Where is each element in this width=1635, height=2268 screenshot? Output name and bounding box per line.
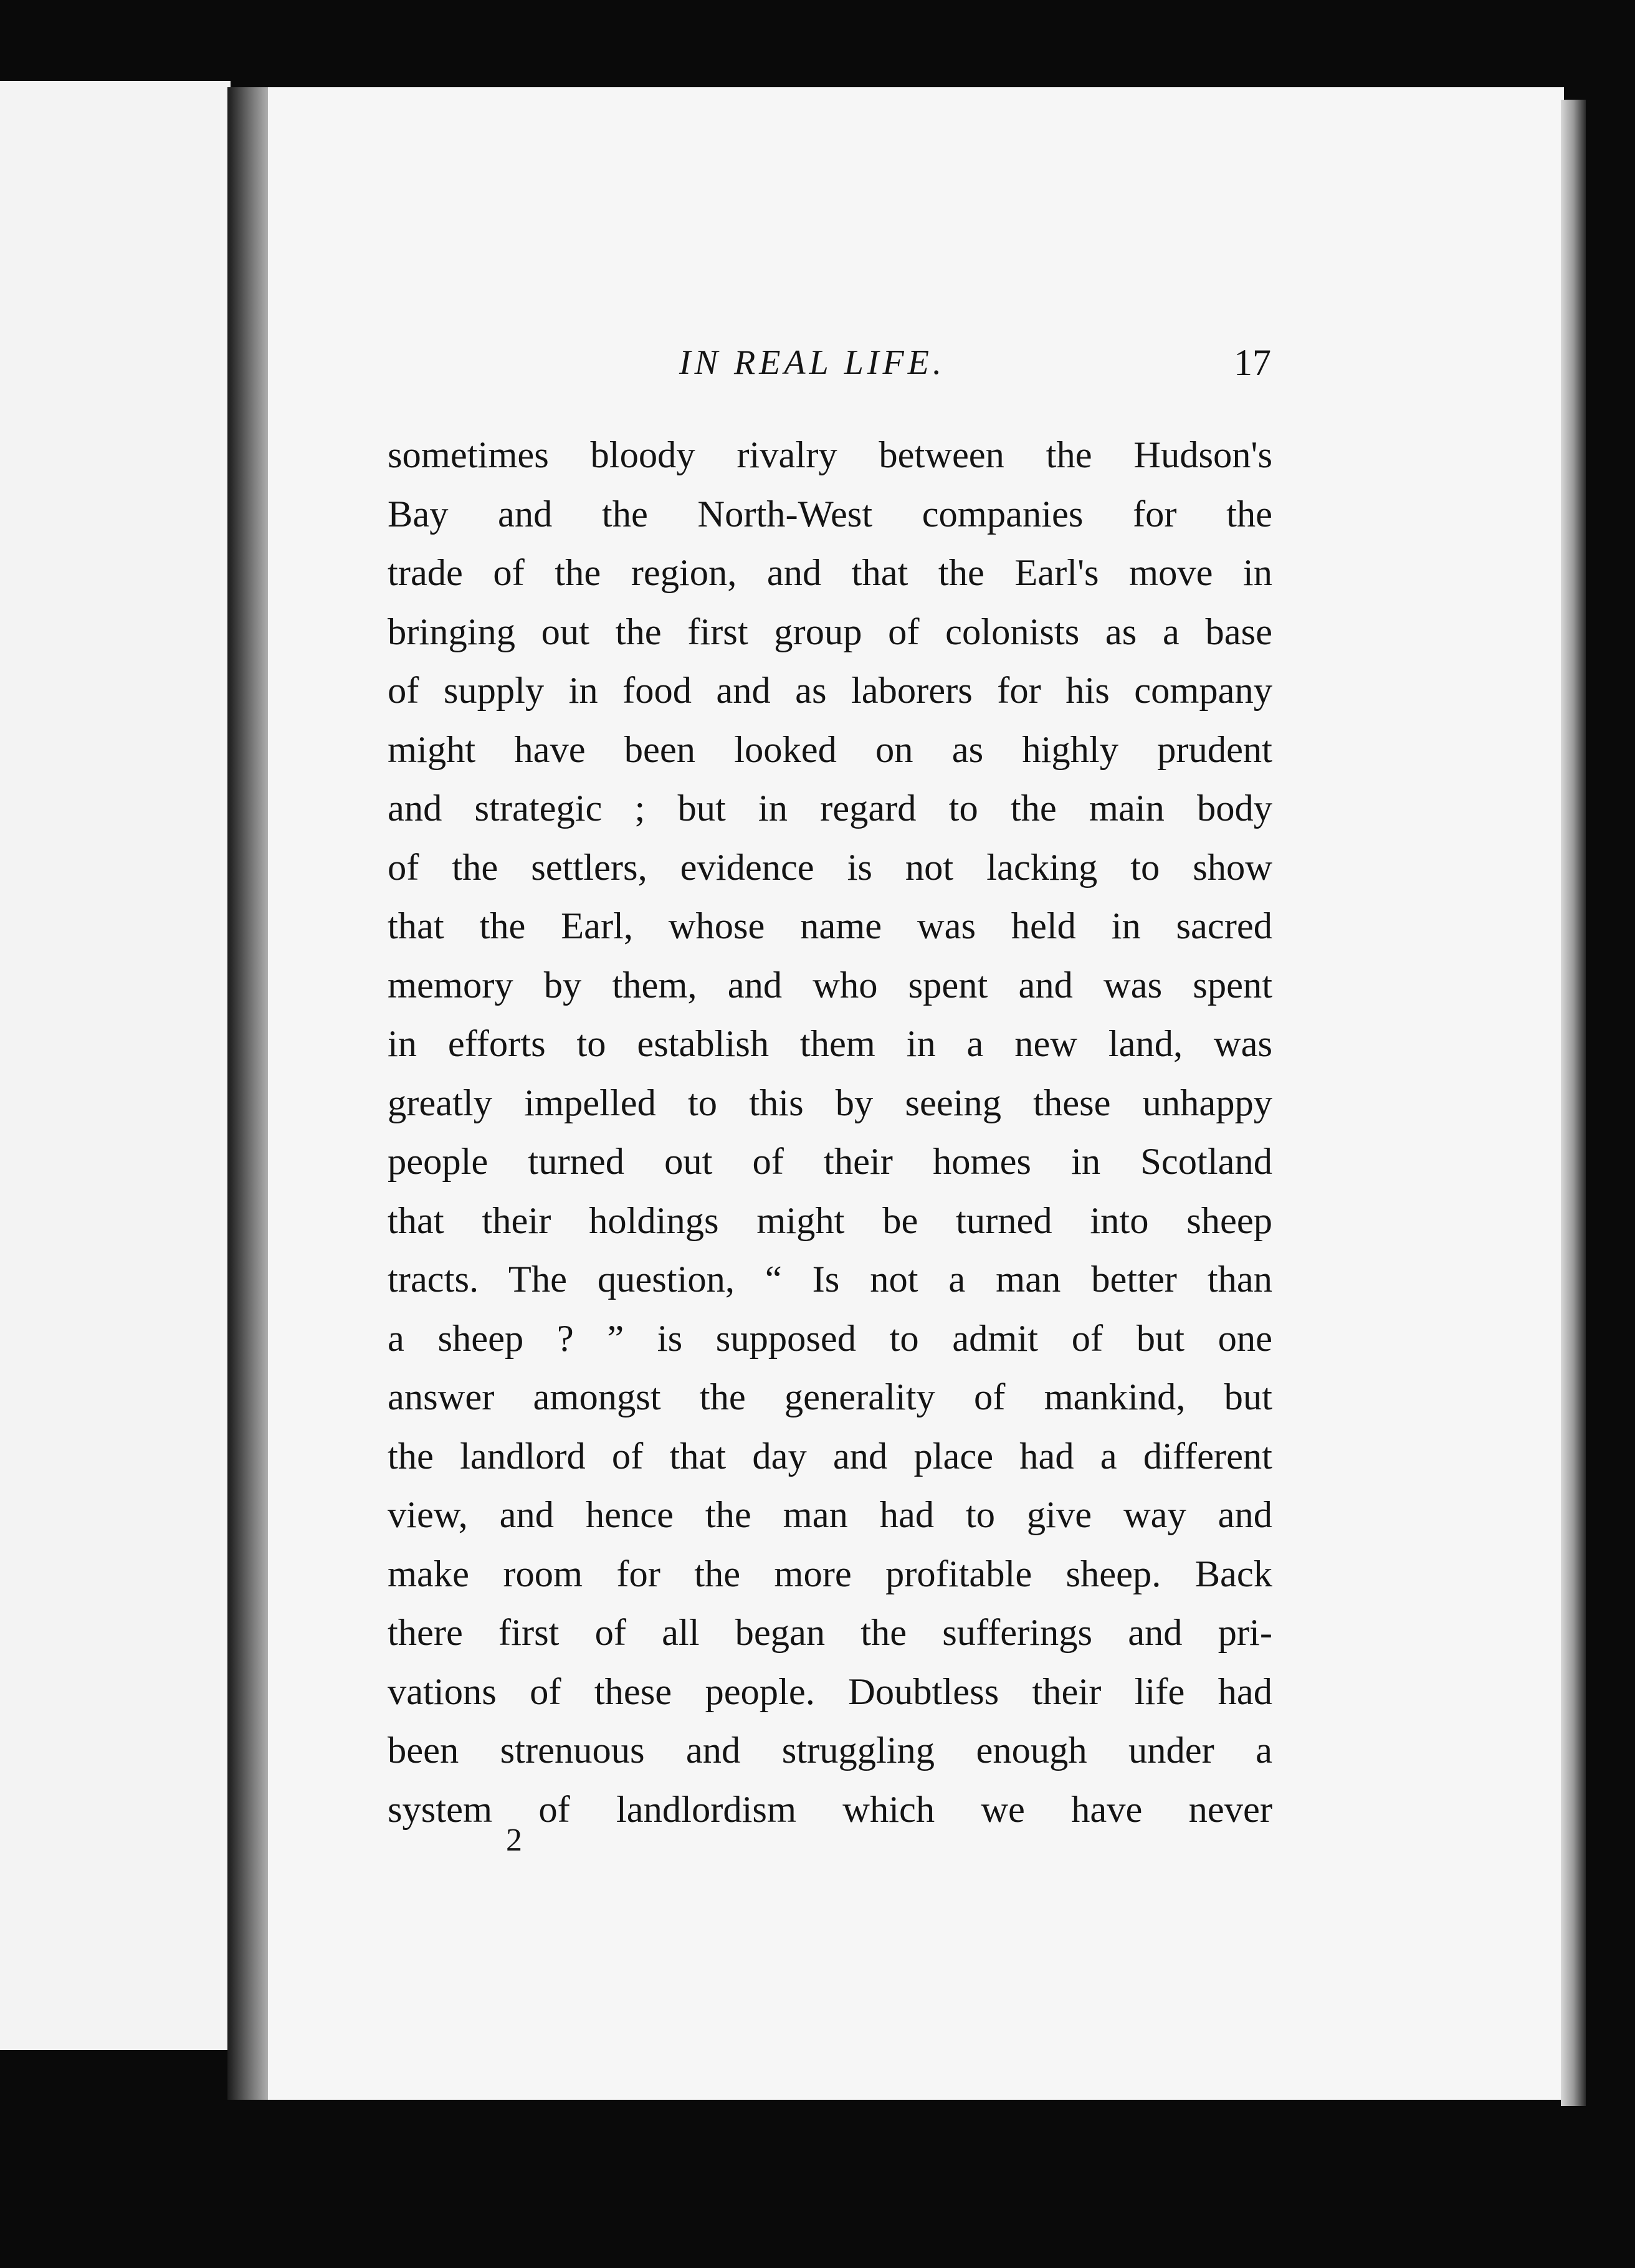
text-line: been strenuous and struggling enough under a <box>388 1730 1272 1771</box>
page-edge-shadow <box>1561 100 1586 2106</box>
text-line: people turned out of their homes in Scotland <box>388 1141 1272 1183</box>
text-line: view, and hence the man had to give way and <box>388 1494 1272 1536</box>
text-line: the landlord of that day and place had a different <box>388 1435 1272 1477</box>
text-line: make room for the more profitable sheep. Back <box>388 1553 1272 1595</box>
text-line: of supply in food and as laborers for his company <box>388 670 1272 712</box>
text-line: a sheep ? ” is supposed to admit of but one <box>388 1317 1272 1360</box>
text-line: greatly impelled to this by seeing these unhappy <box>388 1082 1272 1124</box>
text-line: tracts. The question, “ Is not a man better than <box>388 1259 1272 1300</box>
text-line: bringing out the first group of colonists as a base <box>388 611 1272 653</box>
text-line: sometimes bloody rivalry between the Hudson's <box>388 434 1272 476</box>
text-line: system of landlordism which we have never <box>388 1788 1272 1831</box>
left-page <box>0 81 231 2050</box>
text-line: that their holdings might be turned into sheep <box>388 1199 1272 1242</box>
text-line: memory by them, and who spent and was spent <box>388 964 1272 1006</box>
text-line: might have been looked on as highly prudent <box>388 728 1272 771</box>
text-line: Bay and the North-West companies for the <box>388 493 1272 535</box>
text-line: in efforts to establish them in a new land, was <box>388 1023 1272 1065</box>
body-text <box>388 426 1272 1839</box>
page-number: 17 <box>1234 342 1271 383</box>
text-line: vations of these people. Doubtless their life had <box>388 1670 1272 1713</box>
text-line: of the settlers, evidence is not lacking to show <box>388 846 1272 889</box>
signature-mark: 2 <box>506 1822 522 1858</box>
text-line: and strategic ; but in regard to the main body <box>388 788 1272 829</box>
text-line: trade of the region, and that the Earl's move in <box>388 552 1272 594</box>
text-line: answer amongst the generality of mankind, but <box>388 1376 1272 1418</box>
text-line: that the Earl, whose name was held in sacred <box>388 905 1272 947</box>
text-line: there first of all began the sufferings and pri- <box>388 1612 1272 1654</box>
running-head: IN REAL LIFE. <box>679 343 945 382</box>
